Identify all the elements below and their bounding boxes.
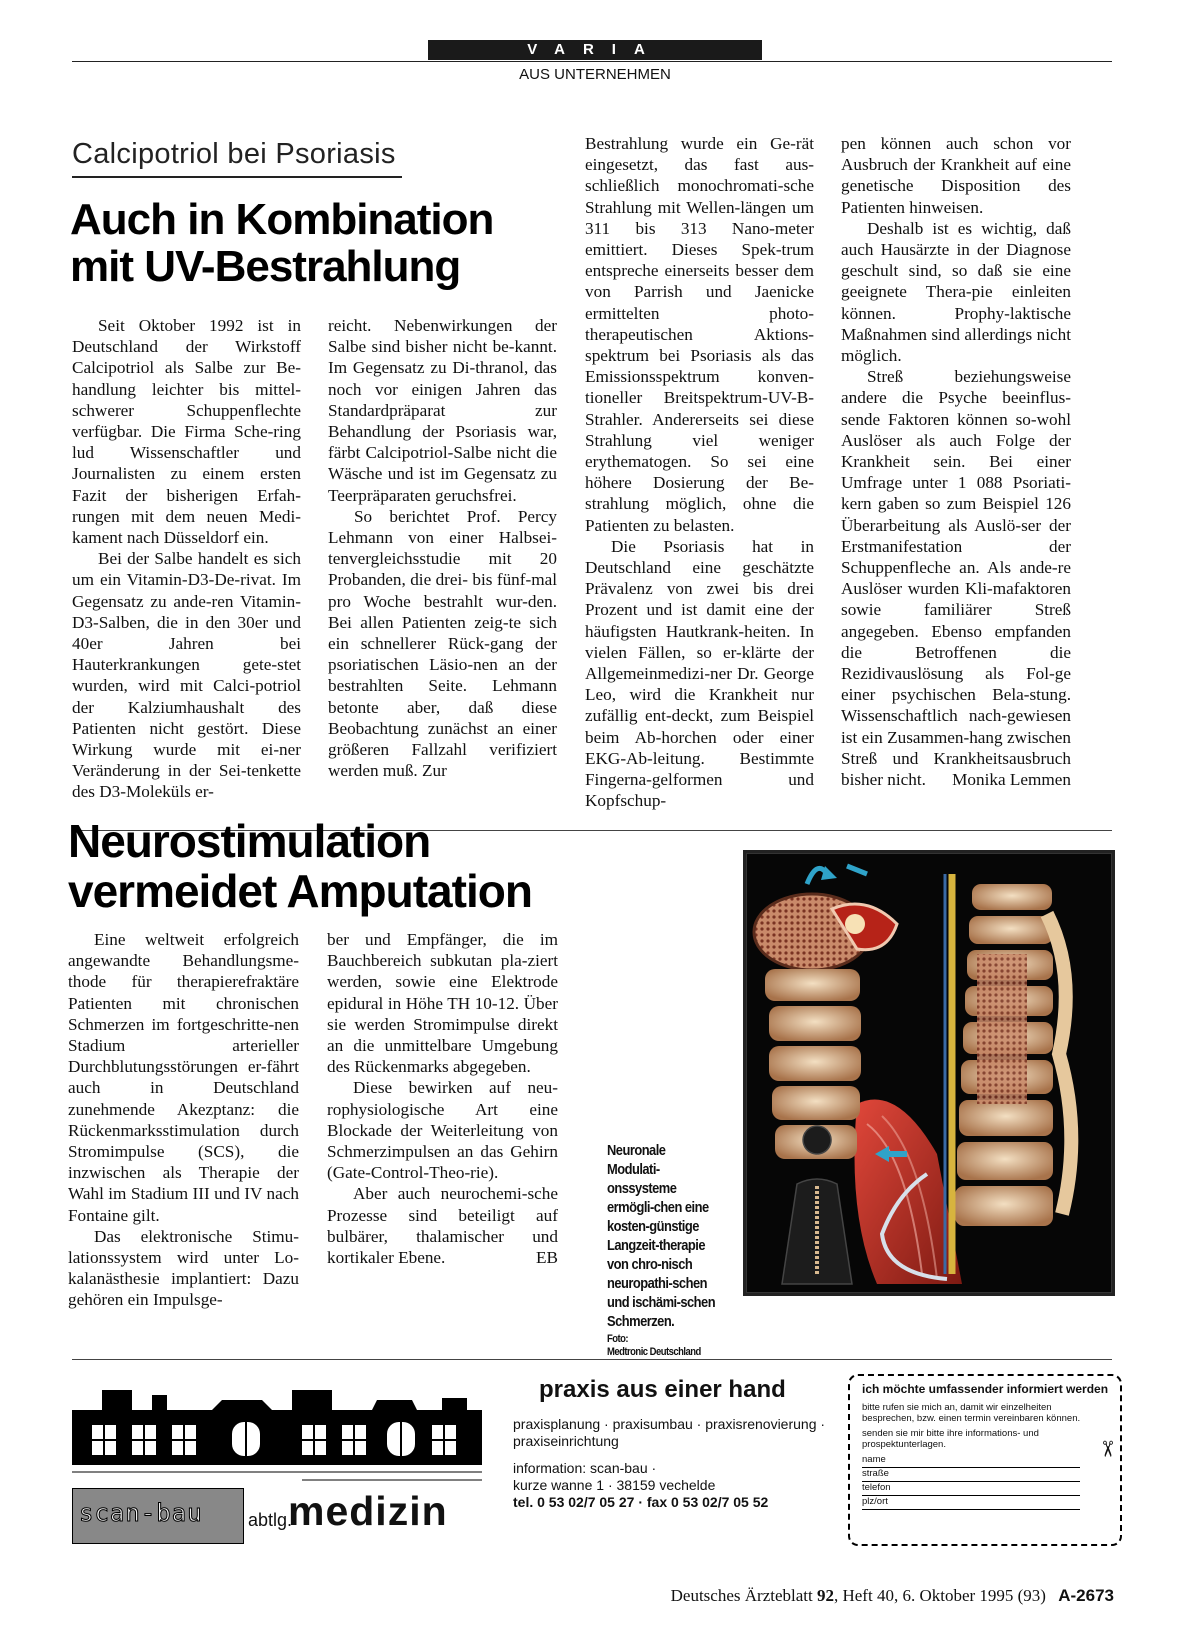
ad-address-line1: information: scan-bau · (513, 1460, 657, 1476)
article1-column-2 (328, 315, 557, 781)
article1-kicker: Calcipotriol bei Psoriasis (72, 138, 396, 170)
journal-name: Deutsches Ärzteblatt (670, 1586, 813, 1605)
article1-column-1 (72, 315, 301, 803)
paragraph: Eine weltweit erfolgreich angewandte Behandlungsme-thode für therapierefraktäre Patienten mit chronischen Schmerzen im fortgeschritte-nen Stadium arterieller Durchblutungsstörungen er-fährt auch in Deutschland zunehmende Akezptanz: die Rückenmarksstimulation durch Stromimpulse (SCS), die inzwischen als Therapie der Wahl im Stadium III und IV nach Fontaine gilt. (68, 930, 299, 1225)
paragraph: Seit Oktober 1992 ist in Deutschland der Wirkstoff Calcipotriol als Salbe zur Be-handlung leichter bis mittel-schwerer Schuppenflechte verfügbar. Die Firma Sche-ring lud Wissenschaftler und Journalisten zu einem ersten Fazit der bisherigen Erfah-rungen mit dem neuen Medi-kament nach Düsseldorf ein. (72, 316, 301, 548)
image-caption (607, 1141, 719, 1359)
header-rule (72, 61, 1112, 62)
field-street[interactable]: straße (862, 1468, 1080, 1482)
spine-illustration-graphic (747, 854, 1111, 1292)
article2-column-1 (68, 929, 299, 1311)
paragraph: reicht. Nebenwirkungen der Salbe sind bisher nicht be-kannt. Im Gegensatz zu Di-thranol, das noch vor einigen Jahren das Standardpräparat zur Behandlung der Psoriasis war, färbt Calcipotriol-Salbe nicht die Wäsche und ist im Gegensatz zu Teerpräparaten geruchsfrei. (328, 316, 557, 505)
coupon-title: ich möchte umfassender informiert werden (862, 1382, 1109, 1396)
paragraph-text: Aber auch neurochemi-sche Prozesse sind beteiligt auf bulbärer, thalamischer und kortikaler Ebene. (327, 1184, 558, 1268)
paragraph: Das elektronische Stimu-lationssystem wird unter Lo-kalanästhesie implantiert: Dazu gehören ein Impulsge- (68, 1226, 299, 1310)
article1-headline-line2: mit UV-Bestrahlung (70, 242, 461, 291)
ad-title: praxis aus einer hand (539, 1376, 786, 1403)
paragraph (327, 1183, 558, 1268)
subsection-label: AUS UNTERNEHMEN (519, 66, 671, 83)
dept-name: medizin (288, 1488, 448, 1534)
article2-headline-line2: vermeidet Amputation (68, 865, 532, 917)
paragraph: ber und Empfänger, die im Bauchbereich subkutan pla-ziert werden, sowie eine Elektrode epidural in Höhe TH 10-12. Über sie werden Stromimpulse direkt an die unmittelbare Umgebung des Rückenmarks abgegeben. (327, 930, 558, 1077)
section-label: VARIA (428, 40, 762, 60)
paragraph: Bei der Salbe handelt es sich um ein Vitamin-D3-De-rivat. Im Gegensatz zu ande-ren Vitamin-D3-Salben, die in den 30er und 40er Jahren bei Hauterkrankungen gete-stet wurden, wird mit Calci-potriol der Kalziumhaushalt des Patienten nicht gestört. Diese Wirkung wurde mit ei-ner Veränderung in der Sei-tenkette des D3-Moleküls er- (72, 549, 301, 802)
brand-name: scan-bau (79, 1499, 203, 1527)
page-number: A-2673 (1058, 1586, 1114, 1605)
page-footer (584, 1586, 1114, 1606)
article1-author: Monika Lemmen (952, 770, 1071, 790)
paragraph: pen können auch schon vor Ausbruch der Krankheit auf eine genetische Disposition des Patienten hinweisen. (841, 134, 1071, 217)
article1-column-3 (585, 133, 814, 812)
article1-headline (70, 196, 590, 290)
paragraph (841, 366, 1071, 790)
paragraph-text: Streß beziehungsweise andere die Psyche beeinflus-sende Faktoren können so-wohl Auslöser als auch Folge der Krankheit sein. Bei einer Umfrage unter 1 088 Psoriati-kern gaben so zum Beispiel 126 Überarbeitung als Auslö-ser der Erstmanifestation der Schuppenfleche an. Als ande-re Auslöser wurden Kli-mafaktoren sowie familiärer Streß angegeben. Ebenso empfanden die Betroffenen die Rezidivauslösung als Fol-ge einer psychischen Bela-stung. Wissenschaftlich nach-gewiesen ist ein Zusammen-hang zwischen Streß und Krankheitsausbruch bisher nicht. (841, 367, 1071, 790)
ad-coupon[interactable] (848, 1374, 1122, 1546)
paragraph: Die Psoriasis hat in Deutschland eine geschätzte Prävalenz von zwei bis drei Prozent und ist damit eine der häufigsten Hautkrank-heiten. In vielen Fällen, so er-klärte der Allgemeinmedizi-ner Dr. George Leo, wird die Krankheit nur zufällig ent-deckt, zum Beispiel beim Ab-horchen oder einer EKG-Ab-leitung. Bestimmte Fingerna-gelformen und Kopfschup- (585, 536, 814, 811)
spine-illustration (746, 853, 1112, 1293)
photo-credit-label: Foto: (607, 1333, 629, 1345)
photo-credit (607, 1333, 719, 1359)
article1-headline-line1: Auch in Kombination (70, 195, 494, 244)
field-name[interactable]: name (862, 1454, 1080, 1468)
article1-column-4 (841, 133, 1071, 790)
paragraph: Bestrahlung wurde ein Ge-rät eingesetzt, das fast aus-schließlich monochromati-sche Strahlung mit Wellen-längen um 311 bis 313 Nano-meter emittiert. Dieses Spek-trum entspreche einerseits besser dem von Parrish und Jaenicke ermittelten photo-therapeutischen Aktions-spektrum bei Psoriasis als das Emissionsspektrum konven-tioneller Breitspektrum-UV-B-Strahler. Andererseits sei diese Strahlung viel weniger erythematogen. So sei eine höhere Dosierung der Be-strahlung möglich, ohne die Patienten zu belasten. (585, 134, 814, 535)
paragraph: Diese bewirken auf neu-rophysiologische Art eine Blockade der Weiterleitung von Schmerzimpulsen an das Gehirn (Gate-Control-Theo-rie). (327, 1078, 558, 1183)
journal-volume: 92 (816, 1586, 834, 1605)
dept-prefix: abtlg. (248, 1510, 293, 1530)
field-phone[interactable]: telefon (862, 1482, 1080, 1496)
paragraph: Deshalb ist es wichtig, daß auch Hausärzte in der Diagnose geschult sind, so daß sie eine geeignete Thera-pie einleiten können. Prophy-laktische Maßnahmen sind allerdings nicht möglich. (841, 218, 1071, 366)
coupon-form (862, 1454, 1080, 1510)
coupon-option-brochure[interactable]: senden sie mir bitte ihre informations- und prospektunterlagen. (862, 1428, 1039, 1450)
caption-text: Neuronale Modulati-onssysteme ermögli-chen eine kosten-günstige Langzeit-therapie von chro-nisch neuropathi-schen und ischämi-schen Schmerzen. (607, 1142, 716, 1330)
photo-credit-source: Medtronic Deutschland (607, 1346, 701, 1358)
ad-logo-panel (72, 1370, 482, 1542)
article2-author: EB (536, 1248, 558, 1268)
brand-badge (72, 1488, 244, 1544)
ad-services: praxisplanung · praxisumbau · praxisrenovierung · praxiseinrichtung (513, 1416, 826, 1449)
ad-address-line2: kurze wanne 1 · 38159 vechelde (513, 1477, 716, 1493)
scissors-icon: ✂ (1094, 1439, 1120, 1459)
coupon-option-call[interactable]: bitte rufen sie mich an, damit wir einzelheiten besprechen, bzw. einen termin vereinbaren können. (862, 1402, 1081, 1424)
article2-column-2 (327, 929, 558, 1268)
article2-headline-line1: Neurostimulation (68, 815, 431, 867)
article2-headline (68, 816, 688, 916)
paragraph: So berichtet Prof. Percy Lehmann von einer Halbsei-tenvergleichsstudie mit 20 Probanden, die drei- bis fünf-mal pro Woche bestrahlt wur-den. Bei allen Patienten zeig-te sich ein schnellerer Rück-gang der psoriatischen Läsio-nen an der bestrahlten Seite. Lehmann betonte aber, daß diese Beobachtung zunächst an einer größeren Fallzahl verifiziert werden muß. Zur (328, 506, 557, 781)
field-city[interactable]: plz/ort (862, 1496, 1080, 1510)
issue-date: , Heft 40, 6. Oktober 1995 (93) (833, 1586, 1046, 1605)
ad-info-panel (513, 1370, 833, 1511)
ad-phone: tel. 0 53 02/7 05 27 · fax 0 53 02/7 05 52 (513, 1494, 769, 1510)
kicker-rule (72, 176, 402, 178)
advertisement-divider (72, 1359, 1112, 1360)
